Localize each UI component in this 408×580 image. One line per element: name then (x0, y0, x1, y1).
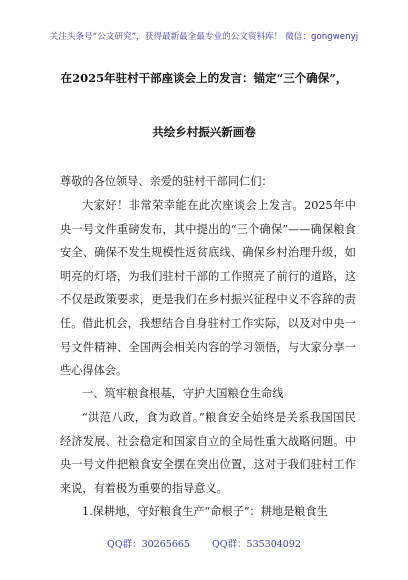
paragraph-opportunity: 借此机会，我想结合自身驻村工作实际，以及对中央一号文件精神、全国两会相关内容的学习领悟，与大家分享一些心得体会。 (60, 317, 356, 378)
document-title-line-1: 在2025年驻村干部座谈会上的发言：锚定“三个确保”， (60, 71, 348, 85)
paragraph-food-security: “洪范八政，食为政首。”粮食安全始终是关系我国国民经济发展、社会稳定和国家自立的全局性重大战略问题。中央一号文件把粮食安全摆在突出位置，这对于我们驻村工作来说，有着极为重要的指导意义。 (60, 411, 356, 495)
paragraph-intro: 大家好！非常荣幸能在此次座谈会上发言。2025年中央一号文件重磅发布，其中提出的“三个确保”——确保粮食安全、确保不发生规模性返贫底线、确保乡村治理升级，如明亮的灯塔，为我们驻村干部的工作照亮了前行的道路，这不仅是政策要求，更是我们在乡村振兴征程中义不容辞的责任。 (60, 199, 356, 330)
footer (0, 536, 408, 550)
section-heading-1: 一、筑牢粮食根基，守护大国粮仓生命线 (82, 387, 284, 400)
footer-qq-group-1: QQ群：30265665 (107, 539, 190, 550)
greeting: 尊敬的各位领导、亲爱的驻村干部同仁们： (60, 175, 273, 188)
header-note: 关注头条号“公文研究”，获得最新最全最专业的公文资料库！ 微信：gongwenyj (49, 32, 359, 42)
footer-qq-group-2: QQ群：535304092 (211, 539, 301, 550)
document-title-line-2: 共绘乡村振兴新画卷 (152, 125, 256, 139)
paragraph-farmland: 1.保耕地，守好粮食生产“命根子”：耕地是粮食生 (82, 505, 328, 518)
